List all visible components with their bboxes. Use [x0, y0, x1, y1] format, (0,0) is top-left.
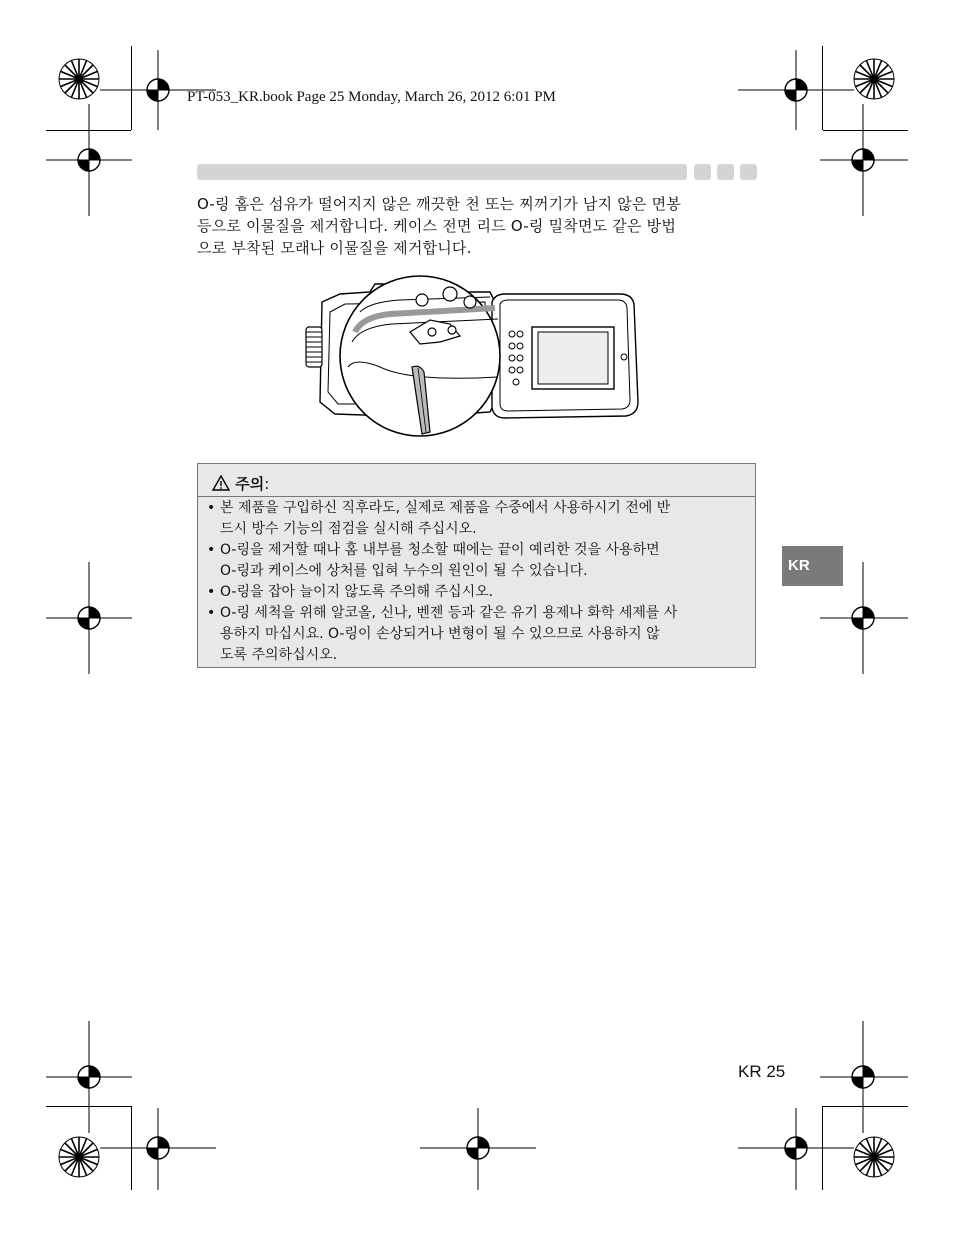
caution-divider [198, 496, 755, 497]
registration-mark-icon [738, 1108, 854, 1190]
caution-item-line: O-링을 잡아 늘이지 않도록 주의해 주십시오. [220, 584, 494, 600]
caution-label: 주의 [235, 475, 265, 493]
registration-mark-icon [46, 562, 132, 674]
bullet: • [207, 605, 216, 621]
caution-item [206, 540, 751, 582]
caution-item-line: 드시 방수 기능의 점검을 실시해 주십시오. [220, 521, 477, 537]
housing-illustration [300, 272, 650, 442]
caution-item-line: O-링을 제거할 때나 홈 내부를 청소할 때에는 끝이 예리한 것을 사용하면 [220, 542, 660, 558]
page-number: KR 25 [738, 1062, 786, 1081]
caution-title [212, 473, 269, 494]
caution-item [206, 498, 751, 540]
starburst-target-icon [853, 58, 895, 100]
registration-mark-icon [46, 104, 132, 216]
bullet: • [207, 584, 216, 600]
paragraph-line: 등으로 이물질을 제거합니다. 케이스 전면 리드 O-링 밀착면도 같은 방법 [197, 217, 677, 235]
starburst-target-icon [58, 1136, 100, 1178]
instruction-paragraph [197, 193, 757, 259]
section-bar [197, 164, 687, 180]
language-tab [782, 546, 843, 586]
registration-mark-icon [420, 1108, 536, 1190]
caution-colon: : [264, 475, 270, 493]
caution-item [206, 603, 751, 666]
section-square [694, 164, 711, 180]
caution-item-line: O-링과 케이스에 상처를 입혀 누수의 원인이 될 수 있습니다. [220, 563, 588, 579]
caution-item-line: 용하지 마십시요. O-링이 손상되거나 변형이 될 수 있으므로 사용하지 않 [220, 626, 660, 642]
bullet: • [207, 542, 216, 558]
caution-item [206, 582, 751, 603]
registration-mark-icon [100, 1108, 216, 1190]
section-square [740, 164, 757, 180]
registration-mark-icon [820, 104, 908, 216]
caution-item-line: 본 제품을 구입하신 직후라도, 실제로 제품을 수중에서 사용하시기 전에 반 [220, 500, 671, 516]
starburst-target-icon [58, 58, 100, 100]
caution-box [197, 463, 756, 668]
print-header: PT-053_KR.book Page 25 Monday, March 26, 2012 6:01 PM [187, 89, 556, 105]
caution-list [206, 498, 751, 666]
paragraph-line: O-링 홈은 섬유가 떨어지지 않은 깨끗한 천 또는 찌꺼기가 남지 않은 면봉 [197, 195, 682, 213]
caution-item-line: 도록 주의하십시오. [220, 647, 338, 663]
warning-triangle-icon [212, 475, 230, 491]
caution-item-line: O-링 세척을 위해 알코올, 신나, 벤젠 등과 같은 유기 용제나 화학 세제를 사 [220, 605, 678, 621]
paragraph-line: 으로 부착된 모래나 이물질을 제거합니다. [197, 239, 472, 257]
starburst-target-icon [853, 1136, 895, 1178]
language-tab-label: KR [788, 557, 810, 574]
bullet: • [207, 500, 216, 516]
section-square [717, 164, 734, 180]
